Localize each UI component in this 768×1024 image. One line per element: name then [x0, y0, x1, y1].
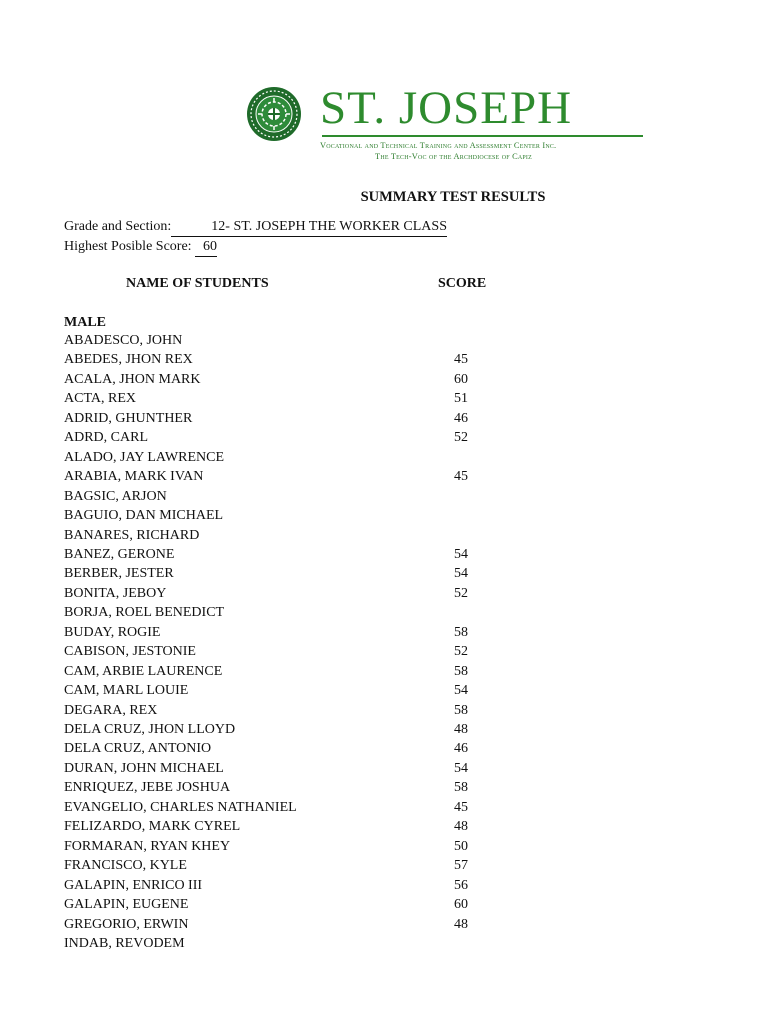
- student-row: [0, 778, 768, 798]
- highest-score-value: 60: [195, 237, 217, 257]
- student-score: 52: [454, 585, 468, 601]
- brand-title: ST. JOSEPH: [320, 82, 573, 134]
- student-score: 48: [454, 722, 468, 737]
- brand-underline: [322, 135, 643, 137]
- student-name: GALAPIN, EUGENE: [64, 897, 189, 913]
- grade-section-label: Grade and Section:: [64, 219, 172, 234]
- student-row: [0, 428, 768, 448]
- student-score: 52: [454, 644, 468, 660]
- student-row: [0, 934, 768, 954]
- student-score: 54: [454, 546, 468, 562]
- student-row: [0, 681, 768, 701]
- student-name: ABEDES, JHON REX: [64, 352, 193, 368]
- student-row: [0, 545, 768, 565]
- student-name: BONITA, JEBOY: [64, 585, 167, 601]
- student-row: [0, 623, 768, 643]
- highest-score-label: Highest Posible Score:: [64, 239, 192, 254]
- student-row: [0, 817, 768, 837]
- student-score: 51: [454, 391, 468, 407]
- student-score: 54: [454, 760, 468, 776]
- student-row: [0, 739, 768, 759]
- student-score: 58: [454, 663, 468, 679]
- student-name: ADRID, GHUNTHER: [64, 410, 193, 426]
- student-name: DEGARA, REX: [64, 702, 158, 718]
- student-name: BERBER, JESTER: [64, 566, 174, 582]
- student-score: 58: [454, 702, 468, 718]
- student-name: ABADESCO, JOHN: [64, 333, 183, 348]
- student-name: GREGORIO, ERWIN: [64, 916, 189, 932]
- student-score: 52: [454, 430, 468, 446]
- column-header-score: SCORE: [438, 276, 487, 291]
- school-seal-logo: [246, 86, 302, 142]
- student-name: ACALA, JHON MARK: [64, 371, 201, 387]
- student-row: [0, 448, 768, 468]
- student-name: FELIZARDO, MARK CYREL: [64, 819, 241, 835]
- student-name: FORMARAN, RYAN KHEY: [64, 838, 231, 854]
- student-row: [0, 915, 768, 935]
- grade-section-line: [64, 217, 447, 237]
- student-name: CABISON, JESTONIE: [64, 644, 196, 660]
- student-name: BANEZ, GERONE: [64, 546, 175, 562]
- student-row: [0, 487, 768, 507]
- student-score: 58: [454, 780, 468, 796]
- student-row: [0, 331, 768, 351]
- grade-section-value: 12- ST. JOSEPH THE WORKER CLASS: [171, 217, 447, 237]
- student-name: CAM, MARL LOUIE: [64, 683, 189, 699]
- student-name: DELA CRUZ, JHON LLOYD: [64, 722, 236, 737]
- student-name: INDAB, REVODEM: [64, 935, 185, 951]
- student-row: [0, 564, 768, 584]
- student-score: 54: [454, 683, 468, 699]
- student-score: 57: [454, 858, 468, 874]
- student-row: [0, 837, 768, 857]
- student-row: [0, 350, 768, 370]
- student-row: [0, 701, 768, 721]
- student-score: 60: [454, 897, 468, 913]
- student-row: [0, 370, 768, 390]
- student-score: 46: [454, 741, 468, 757]
- student-row: [0, 876, 768, 896]
- document-title: SUMMARY TEST RESULTS: [360, 189, 546, 205]
- student-row: [0, 389, 768, 409]
- student-name: EVANGELIO, CHARLES NATHANIEL: [64, 799, 297, 815]
- student-score: 50: [454, 838, 468, 854]
- student-name: ACTA, REX: [64, 391, 136, 407]
- student-score: 56: [454, 877, 468, 893]
- group-label-male: MALE: [64, 315, 106, 330]
- student-row: [0, 526, 768, 546]
- highest-score-line: [64, 237, 217, 257]
- student-name: BANARES, RICHARD: [64, 527, 200, 543]
- student-row: [0, 798, 768, 818]
- student-score: 48: [454, 819, 468, 835]
- student-score: 48: [454, 916, 468, 932]
- student-name: BAGSIC, ARJON: [64, 488, 167, 504]
- student-row: [0, 895, 768, 915]
- student-name: BORJA, ROEL BENEDICT: [64, 605, 225, 621]
- student-row: [0, 759, 768, 779]
- column-header-name: NAME OF STUDENTS: [126, 276, 269, 291]
- student-row: [0, 720, 768, 740]
- student-name: ALADO, JAY LAWRENCE: [64, 449, 225, 465]
- student-score: 45: [454, 799, 468, 815]
- student-row: [0, 506, 768, 526]
- student-name: GALAPIN, ENRICO III: [64, 877, 203, 893]
- student-row: [0, 584, 768, 604]
- brand-subtitle-1: Vocational and Technical Training and Assessment Center Inc.: [320, 141, 557, 150]
- student-name: BAGUIO, DAN MICHAEL: [64, 508, 224, 524]
- student-name: CAM, ARBIE LAURENCE: [64, 663, 223, 679]
- student-score: 45: [454, 352, 468, 368]
- student-row: [0, 603, 768, 623]
- student-name: DELA CRUZ, ANTONIO: [64, 741, 212, 757]
- student-score: 54: [454, 566, 468, 582]
- student-name: ARABIA, MARK IVAN: [64, 469, 204, 485]
- student-name: BUDAY, ROGIE: [64, 624, 161, 640]
- student-name: DURAN, JOHN MICHAEL: [64, 760, 224, 776]
- student-score: 45: [454, 469, 468, 485]
- student-name: ENRIQUEZ, JEBE JOSHUA: [64, 780, 231, 796]
- student-name: ADRD, CARL: [64, 430, 149, 446]
- student-row: [0, 642, 768, 662]
- student-score: 60: [454, 371, 468, 387]
- student-score: 58: [454, 624, 468, 640]
- student-row: [0, 662, 768, 682]
- student-name: FRANCISCO, KYLE: [64, 858, 187, 874]
- student-score: 46: [454, 410, 468, 426]
- student-row: [0, 409, 768, 429]
- student-row: [0, 467, 768, 487]
- student-row: [0, 856, 768, 876]
- brand-subtitle-2: The Tech-Voc of the Archdiocese of Capiz: [375, 152, 532, 161]
